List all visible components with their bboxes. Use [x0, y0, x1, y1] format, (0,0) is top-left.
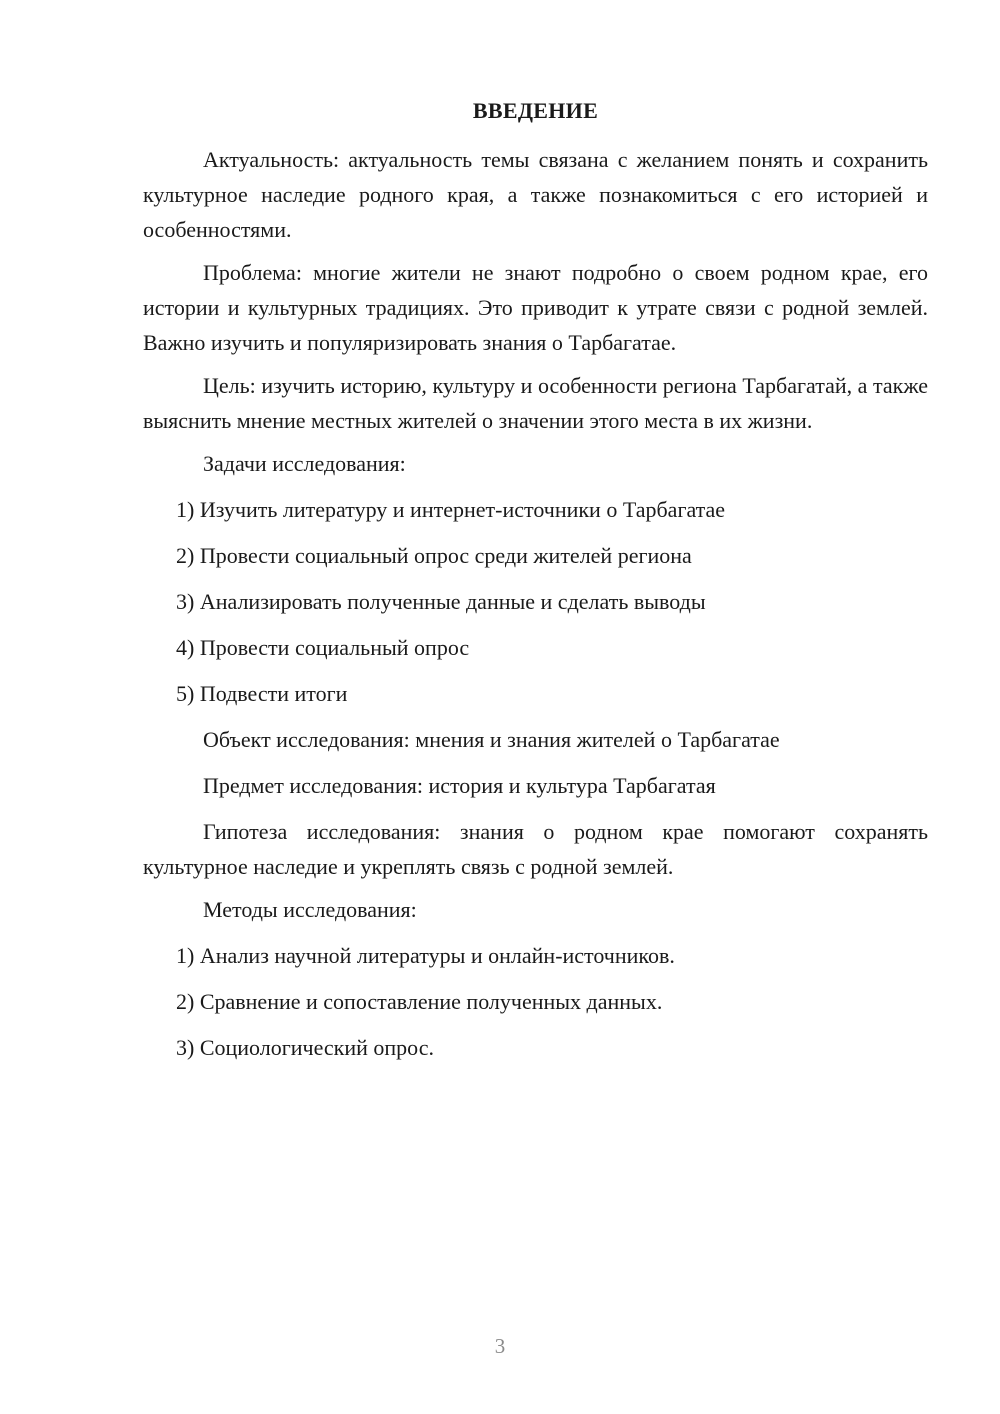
object-paragraph: Объект исследования: мнения и знания жителей о Тарбагатае	[203, 727, 780, 752]
subject-paragraph: Предмет исследования: история и культура Тарбагатая	[203, 773, 716, 798]
section-heading: ВВЕДЕНИЕ	[472, 98, 599, 123]
list-item: 3) Социологический опрос.	[176, 1035, 434, 1060]
list-item: 4) Провести социальный опрос	[176, 635, 470, 660]
list-item: 3) Анализировать полученные данные и сделать выводы	[176, 589, 706, 614]
hypothesis-paragraph: Гипотеза исследования: знания о родном крае помогают сохранять культурное наследие и укреплять связь с родной землей.	[143, 819, 928, 879]
tasks-list	[143, 492, 928, 711]
problem-paragraph: Проблема: многие жители не знают подробно о своем родном крае, его истории и культурных традициях. Это приводит к утрате связи с родной землей. Важно изучить и популяризировать знания о Тарбагатае.	[143, 260, 928, 355]
goal-paragraph: Цель: изучить историю, культуру и особенности региона Тарбагатай, а также выяснить мнение местных жителей о значении этого места в их жизни.	[143, 373, 928, 433]
tasks-intro: Задачи исследования:	[203, 451, 406, 476]
methods-list	[143, 938, 928, 1065]
list-item: 1) Изучить литературу и интернет-источники о Тарбагатае	[176, 497, 726, 522]
list-item: 1) Анализ научной литературы и онлайн-источников.	[176, 943, 675, 968]
list-item: 2) Сравнение и сопоставление полученных данных.	[176, 989, 663, 1014]
relevance-paragraph: Актуальность: актуальность темы связана с желанием понять и сохранить культурное наследие родного края, а также познакомиться с его историей и особенностями.	[143, 147, 928, 242]
list-item: 2) Провести социальный опрос среди жителей региона	[176, 543, 692, 568]
methods-intro: Методы исследования:	[203, 897, 417, 922]
list-item: 5) Подвести итоги	[176, 681, 348, 706]
document-page	[143, 96, 928, 1076]
page-number: 3	[494, 1334, 506, 1358]
